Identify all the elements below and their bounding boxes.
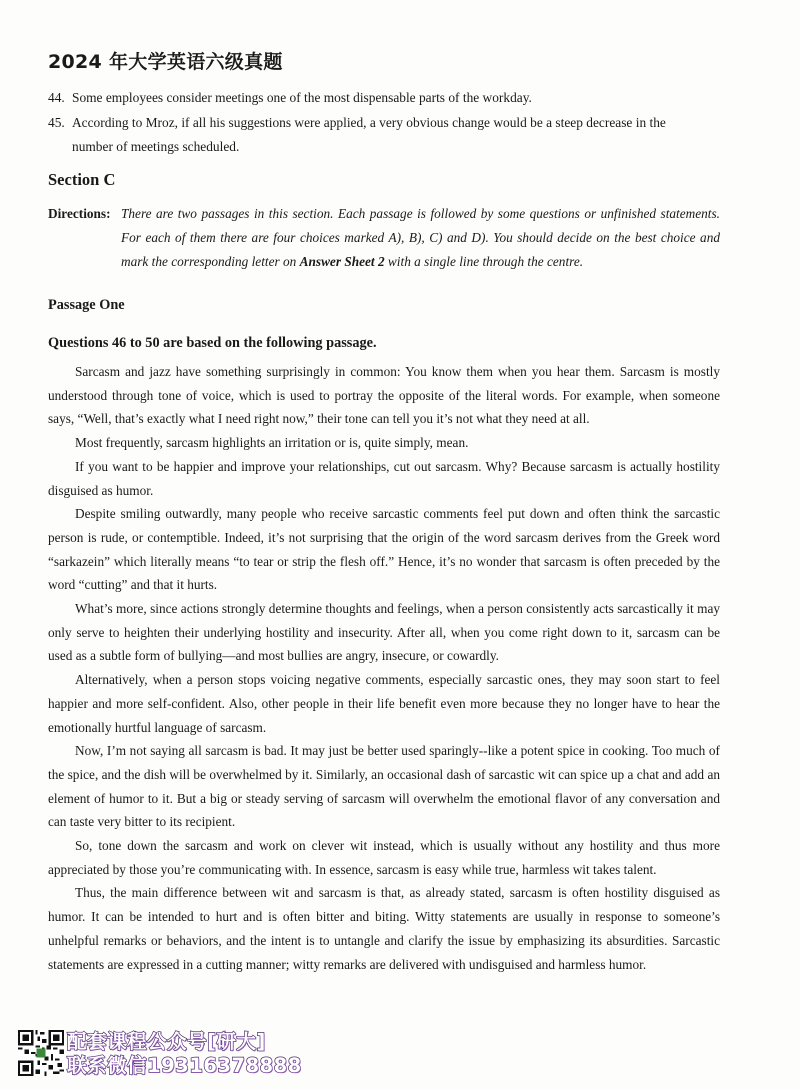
question-text: According to Mroz, if all his suggestions were applied, a very obvious change would be a steep decrease in the — [72, 115, 666, 130]
promo-line-wechat-account: 配套课程公众号[研大] — [67, 1030, 266, 1053]
paragraph: Sarcasm and jazz have something surprisingly in common: You know them when you hear them. Sarcasm is mostly understood through tone of voice, which is used to portray the opposite of the literal words. For example, when someone says, “Well, that’s exactly what I need right now,” their tone can tell you it’s not what they need at all. — [48, 364, 720, 427]
directions — [48, 202, 720, 274]
question-44 — [48, 86, 720, 110]
promo-line-contact: 联系微信19316378888 — [67, 1054, 302, 1077]
questions-heading: Questions 46 to 50 are based on the following passage. — [48, 335, 377, 351]
paragraph: So, tone down the sarcasm and work on clever wit instead, which is usually without any hostility and thus more appreciated by those you’re communicating with. In essence, sarcasm is easy while true, harmless wit takes talent. — [48, 838, 720, 877]
passage-body — [48, 360, 720, 976]
directions-text-part: with a single line through the centre. — [384, 254, 584, 269]
paragraph: Despite smiling outwardly, many people who receive sarcastic comments feel put down and often think the sarcastic person is rude, or contemptible. Indeed, it’s not surprising that the origin of the word sarcasm derives from the Greek word “sarkazein” which literally means “to tear or strip the flesh off.” Hence, it’s no wonder that sarcasm is often preceded by the word “cutting” and that it hurts. — [48, 506, 720, 593]
question-text: Some employees consider meetings one of the most dispensable parts of the workday. — [72, 90, 532, 105]
qr-code-icon — [18, 1030, 64, 1076]
paragraph: Thus, the main difference between wit and sarcasm is that, as already stated, sarcasm is often hostility disguised as humor. It can be intended to hurt and is often bitter and biting. Witty statements are usually in response to someone’s unhelpful remarks or behaviors, and the intent is to untangle and clarify the issue by emphasizing its absurdities. Sarcastic statements are expressed in a cutting manner; witty remarks are delivered with undisguised and harmless humor. — [48, 885, 720, 972]
directions-label: Directions: — [48, 206, 111, 221]
passage-title: Passage One — [48, 297, 125, 313]
question-text-continued: number of meetings scheduled. — [72, 139, 240, 154]
promo-footer — [18, 1030, 318, 1080]
directions-text-part: There are two passages in this section. Each passage is followed by some questions or unfinished statements. For each of them there are four choices marked A), B), C) and D). You should decide on the best choice and mark the corresponding letter on — [121, 206, 720, 269]
paragraph: Alternatively, when a person stops voicing negative comments, especially sarcastic ones, they may soon start to feel happier and more self-confident. Also, other people in their life benefit even more because they no longer have to hear the emotionally hurtful language of sarcasm. — [48, 672, 720, 735]
section-title: Section C — [48, 170, 116, 189]
page-title: 2024 年大学英语六级真题 — [48, 51, 283, 73]
question-45 — [48, 111, 720, 159]
directions-text — [121, 202, 720, 274]
paragraph: If you want to be happier and improve your relationships, cut out sarcasm. Why? Because sarcasm is actually hostility disguised as humor. — [48, 458, 720, 498]
paragraph: Now, I’m not saying all sarcasm is bad. It may just be better used sparingly--like a potent spice in cooking. Too much of the spice, and the dish will be overwhelmed by it. Similarly, an occasional dash of sarcastic wit can spice up a chat and add an element of humor to it. But a big or steady serving of sarcasm will overwhelm the emotional flavor of any conversation and can taste very bitter to its recipient. — [48, 743, 720, 830]
question-number: 45. — [48, 115, 65, 130]
paragraph: Most frequently, sarcasm highlights an irritation or is, quite simply, mean. — [75, 435, 469, 451]
question-number: 44. — [48, 90, 65, 105]
directions-answer-sheet: Answer Sheet 2 — [299, 254, 385, 269]
paragraph: What’s more, since actions strongly determine thoughts and feelings, when a person consistently acts sarcastically it may only serve to heighten their underlying hostility and insecurity. After all, when you come right down to it, sarcasm can be used as a subtle form of bullying—and most bullies are angry, insecure, or cowardly. — [48, 601, 720, 664]
